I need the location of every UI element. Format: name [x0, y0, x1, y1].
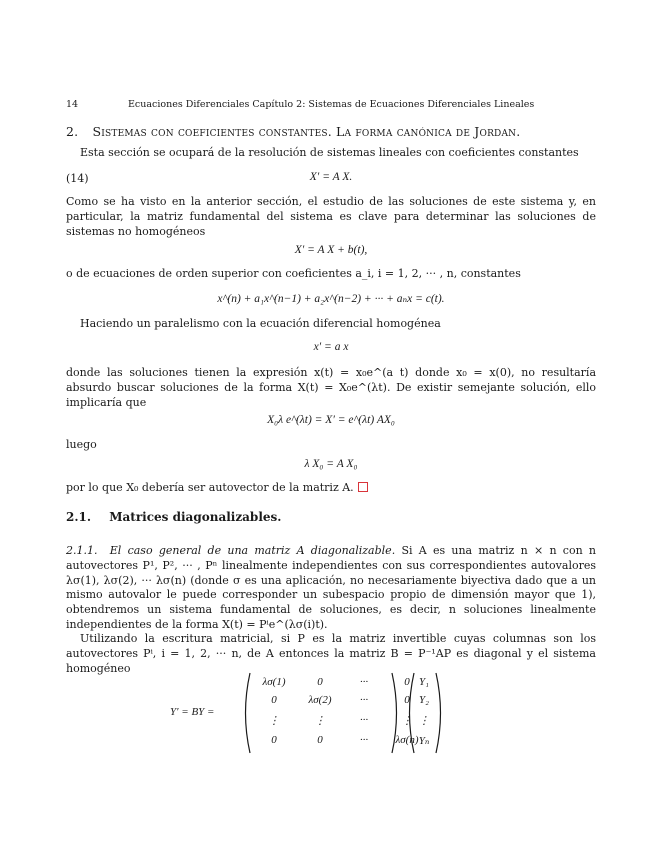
paragraph-context: Como se ha visto en la anterior sección, el estudio de las soluciones de este sistema y, en particular, la matriz fundamental del sistema es clave para determinar las soluciones de sistemas no homogéneos: [66, 195, 596, 238]
matrix-cell: 0: [404, 694, 410, 706]
subsection-number: 2.1.: [66, 510, 92, 524]
equation-14: X′ = A X.: [309, 171, 353, 183]
matrix-cell: λσ(2): [308, 694, 332, 706]
matrix-cell: ···: [359, 694, 369, 706]
vector-entry: Y₂: [419, 694, 429, 706]
matrix-cell: ···: [359, 714, 369, 726]
matrix-cell: 0: [271, 694, 277, 706]
matrix-cell: 0: [271, 734, 277, 746]
matrix-cell: 0: [404, 676, 410, 688]
matrix-lhs: Y′ = BY =: [170, 706, 215, 718]
paragraph-solutions: donde las soluciones tienen la expresión x(t) = x₀e^(a t) donde x₀ = x(0), no resultaría absurdo buscar soluciones de la forma X(t) = X₀e^(λt). De existir semejante solución, ello implicaría que: [66, 366, 596, 409]
matrix-cell: ⋮: [401, 715, 413, 727]
vector-right-paren-icon: [434, 672, 446, 754]
matrix-cell: ⋮: [314, 715, 326, 727]
matrix-equation: [170, 672, 450, 754]
right-paren-icon: [390, 672, 402, 754]
subsection-heading: [66, 510, 281, 524]
matrix-cell: ···: [359, 734, 369, 746]
equation-higher-order: x^(n) + a₁x^(n−1) + a₂x^(n−2) + ··· + aₙx = c(t).: [217, 293, 445, 305]
vector-entry: ⋮: [418, 715, 430, 727]
section-title: Sistemas con coeficientes constantes. La forma canónica de Jordan.: [92, 124, 521, 139]
subsection-title: Matrices diagonalizables.: [109, 510, 282, 524]
paragraph-higher-order: o de ecuaciones de orden superior con coeficientes a_i, i = 1, 2, ··· , n, constantes: [66, 267, 521, 280]
matrix-cell: λσ(n): [395, 734, 419, 746]
matrix-cell: λσ(1): [262, 676, 286, 688]
section-heading: [66, 124, 520, 139]
paragraph-parallel: Haciendo un paralelismo con la ecuación diferencial homogénea: [80, 317, 441, 330]
subsubsection-title: El caso general de una matriz A diagonalizable.: [109, 544, 396, 557]
paragraph-diagonalizable: [66, 544, 596, 633]
equation-eigen: λ X₀ = A X₀: [304, 458, 358, 470]
left-paren-icon: [240, 672, 252, 754]
equation-scalar: x′ = a x: [313, 341, 349, 353]
matrix-cell: ⋮: [268, 715, 280, 727]
page-number: 14: [66, 99, 79, 110]
qed-square-icon: [358, 482, 368, 492]
subsubsection-text: Si A es una matriz n × n con n autovectores P¹, P², ··· , Pⁿ linealmente independientes con sus correspondientes autovalores λσ(1), λσ(2), ··· λσ(n) (donde σ es una aplicación, no necesariamente biyectiva dado que a un mismo autovalor le puede corresponder un subespacio propio de dimensión mayor que 1), obtendremos un sistema fundamental de soluciones, es decir, n soluciones linealmente independientes de la forma X(t) = Pⁱe^(λσ(i)t).: [66, 544, 596, 631]
matrix-cell: 0: [317, 676, 323, 688]
equation-implication: X₀λ e^(λt) = X′ = e^(λt) AX₀: [267, 414, 395, 426]
equation-label: (14): [66, 172, 89, 185]
vector-entry: Yₙ: [418, 735, 430, 747]
paragraph-eigenvector: [66, 481, 596, 496]
equation-nonhomogeneous: X′ = A X + b(t),: [294, 244, 368, 256]
paragraph-luego: luego: [66, 438, 97, 451]
paragraph-matrix-notation: Utilizando la escritura matricial, si P es la matriz invertible cuyas columnas son los autovectores Pⁱ, i = 1, 2, ··· n, de A entonces la matriz B = P⁻¹AP es diagonal y el sistema homogéneo: [66, 632, 596, 675]
subsubsection-number: 2.1.1.: [66, 544, 98, 557]
section-number: 2.: [66, 124, 79, 139]
paragraph-intro: Esta sección se ocupará de la resolución de sistemas lineales con coeficientes constantes: [80, 146, 579, 159]
eigenvector-text: por lo que X₀ debería ser autovector de la matriz A.: [66, 481, 354, 494]
matrix-cell: 0: [317, 734, 323, 746]
matrix-cell: ···: [359, 676, 369, 688]
running-title: Ecuaciones Diferenciales Capítulo 2: Sistemas de Ecuaciones Diferenciales Lineales: [128, 99, 535, 110]
vector-entry: Y₁: [419, 676, 429, 688]
